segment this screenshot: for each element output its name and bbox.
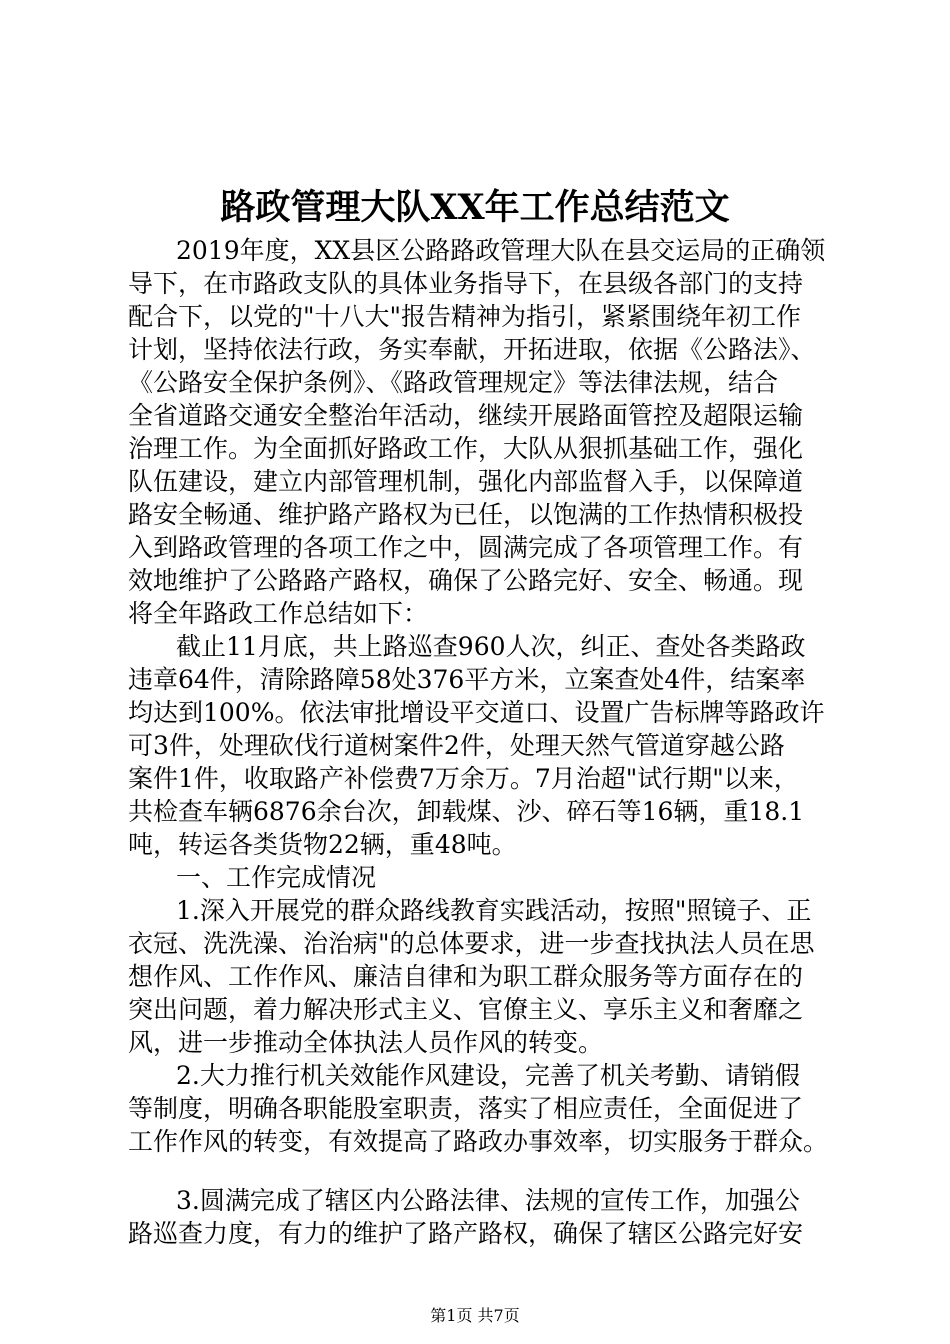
body-line: 治理工作。为全面抓好路政工作，大队从狠抓基础工作，强化 — [128, 434, 804, 463]
body-line: 导下，在市路政支队的具体业务指导下，在县级各部门的支持 — [128, 269, 804, 298]
body-line: 2019年度，XX县区公路路政管理大队在县交运局的正确领 — [176, 236, 826, 265]
body-line: 入到路政管理的各项工作之中，圆满完成了各项管理工作。有 — [128, 533, 804, 562]
body-line: 违章64件，清除路障58处376平方米，立案查处4件，结案率 — [128, 665, 806, 694]
body-line: 计划，坚持依法行政，务实奉献，开拓进取，依据《公路法》、 — [128, 335, 816, 364]
body-line: 路巡查力度，有力的维护了路产路权，确保了辖区公路完好安 — [128, 1219, 804, 1248]
body-line: 共检查车辆6876余台次，卸载煤、沙、碎石等16辆，重18.1 — [128, 797, 805, 826]
body-line: 截止11月底，共上路巡查960人次，纠正、查处各类路政 — [176, 632, 806, 661]
body-line: 工作作风的转变，有效提高了路政办事效率，切实服务于群众。 — [128, 1127, 829, 1156]
body-line: 路安全畅通、维护路产路权为已任，以饱满的工作热情积极投 — [128, 500, 804, 529]
body-line: 1.深入开展党的群众路线教育实践活动，按照"照镜子、正 — [176, 896, 812, 925]
body-line: 全省道路交通安全整治年活动，继续开展路面管控及超限运输 — [128, 401, 804, 430]
body-line: 队伍建设，建立内部管理机制，强化内部监督入手，以保障道 — [128, 467, 804, 496]
section-heading: 一、工作完成情况 — [176, 863, 377, 892]
body-line: 将全年路政工作总结如下： — [128, 599, 429, 628]
body-line: 3.圆满完成了辖区内公路法律、法规的宣传工作，加强公 — [176, 1186, 800, 1215]
body-line: 等制度，明确各职能股室职责，落实了相应责任，全面促进了 — [128, 1094, 804, 1123]
body-line: 均达到100%。依法审批增设平交道口、设置广告标牌等路政许 — [128, 698, 825, 727]
body-line: 想作风、工作作风、廉洁自律和为职工群众服务等方面存在的 — [128, 962, 804, 991]
body-line: 突出问题，着力解决形式主义、官僚主义、享乐主义和奢靡之 — [128, 995, 804, 1024]
body-line: 案件1件，收取路产补偿费7万余万。7月治超"试行期"以来， — [128, 764, 799, 793]
body-line: 效地维护了公路路产路权，确保了公路完好、安全、畅通。现 — [128, 566, 804, 595]
body-line: 2.大力推行机关效能作风建设，完善了机关考勤、请销假 — [176, 1061, 800, 1090]
body-line: 衣冠、洗洗澡、治治病"的总体要求，进一步查找执法人员在思 — [128, 929, 815, 958]
body-line: 配合下，以党的"十八大"报告精神为指引，紧紧围绕年初工作 — [128, 302, 802, 331]
body-line: 《公路安全保护条例》、《路政管理规定》等法律法规，结合 — [128, 368, 779, 397]
body-line: 可3件，处理砍伐行道树案件2件，处理天然气管道穿越公路 — [128, 731, 785, 760]
body-line: 吨，转运各类货物22辆，重48吨。 — [128, 830, 517, 859]
page-number: 第1页 共7页 — [430, 1306, 520, 1325]
body-line: 风，进一步推动全体执法人员作风的转变。 — [128, 1028, 604, 1057]
document-title: 路政管理大队XX年工作总结范文 — [220, 187, 730, 228]
